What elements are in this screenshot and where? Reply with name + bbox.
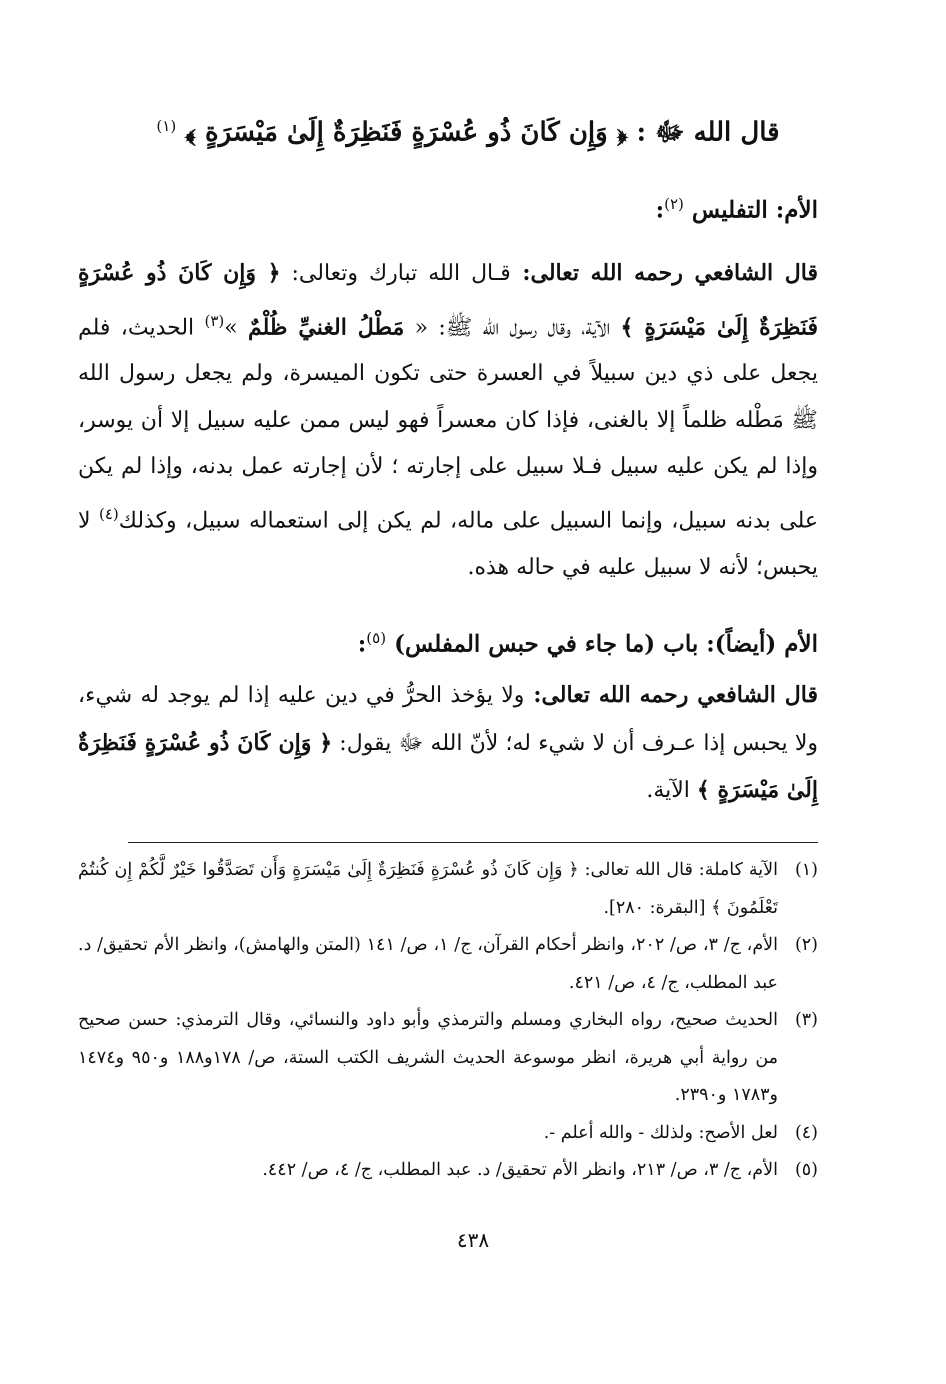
heading-prefix: قال الله ﷻ : bbox=[627, 117, 780, 148]
footnote-item bbox=[78, 852, 818, 927]
footnote-item bbox=[78, 927, 818, 1002]
hadith-text: مَطْلُ الغنيِّ ظُلْمٌ bbox=[248, 313, 405, 340]
footnote-number: (٥) bbox=[794, 1160, 818, 1180]
footnote-ref-4: (٤) bbox=[99, 504, 119, 523]
paragraph-shafii-1 bbox=[78, 250, 818, 591]
footnote-number: (٣) bbox=[794, 1010, 818, 1030]
paragraph-text: لا يحبس؛ لأنه لا سبيل عليه في حاله هذه. bbox=[78, 508, 818, 580]
footnote-item bbox=[78, 1002, 818, 1115]
quran-verse: ﴿ وَإِن كَانَ ذُو عُسْرَةٍ فَنَظِرَةٌ إِلَىٰ مَيْسَرَةٍ ﴾ bbox=[78, 260, 819, 340]
footnote-text: الأم، ج/ ٣، ص/ ٢١٣، وانظر الأم تحقيق/ د. عبد المطلب، ج/ ٤، ص/ ٤٤٢. bbox=[262, 1160, 778, 1180]
paragraph-text: الحديث، فلم يجعل على ذي دين سبيلاً في العسرة حتى تكون الميسرة، ولم يجعل رسول الله ﷺ مَطْله ظلماً إلا بالغنى، فإذا كان معسراً فهو ليس ممن عليه سبيل إلا أن يوسر، وإذا لم يكن عليه سبيل فـلا سبيل على إجارته ؛ لأن إجارته عمل بدنه، وإذا لم يكن على بدنه سبيل، وإنما السبيل على ماله، لم يكن إلى استعماله سبيل، وكذلك bbox=[78, 314, 818, 534]
footnote-divider bbox=[128, 842, 818, 843]
section-title-text: الأم (أيضاً): باب (ما جاء في حبس المفلس) bbox=[394, 630, 818, 658]
page-number: ٤٣٨ bbox=[456, 1228, 490, 1252]
paragraph-lead: قال الشافعي رحمه الله تعالى: bbox=[510, 260, 818, 286]
footnote-ref-3: (٣) bbox=[204, 311, 225, 330]
footnote-item bbox=[78, 1152, 818, 1190]
paragraph-text: الآية. bbox=[646, 778, 697, 803]
footnote-number: (٤) bbox=[794, 1122, 818, 1143]
footnote-item bbox=[78, 1115, 818, 1153]
section-title-colon: : bbox=[357, 630, 367, 658]
footnote-number: (١) bbox=[794, 860, 818, 880]
paragraph-text: » bbox=[224, 314, 248, 340]
footnote-ref-1: (١) bbox=[156, 117, 177, 135]
paragraph-text: الآية، وقال رسول الله ﷺ: « bbox=[404, 314, 621, 340]
paragraph-lead: قال الشافعي رحمه الله تعالى: bbox=[524, 682, 818, 708]
section-title-colon: : bbox=[655, 196, 665, 224]
footnote-ref-2: (٢) bbox=[664, 195, 684, 213]
footnote-ref-5: (٥) bbox=[366, 629, 387, 647]
footnote-text: الأم، ج/ ٣، ص/ ٢٠٢، وانظر أحكام القرآن، ج/ ١، ص/ ١٤١ (المتن والهامش)، وانظر الأم تحقيق/ د. عبد المطلب، ج/ ٤، ص/ ٤٢١. bbox=[78, 935, 778, 993]
quran-verse: ﴿ وَإِن كَانَ ذُو عُسْرَةٍ فَنَظِرَةٌ إِلَىٰ مَيْسَرَةٍ ﴾ bbox=[78, 729, 818, 803]
heading-verse bbox=[90, 104, 846, 155]
section-title-taflees bbox=[80, 184, 818, 231]
paragraph-text: ولا يؤخذ الحرُّ في دين عليه إذا لم يوجد له شيء، ولا يحبس إذا عـرف أن لا شيء له؛ لأنّ الله ﷻ يقول: bbox=[78, 683, 818, 756]
footnote-text: الحديث صحيح، رواه البخاري ومسلم والترمذي وأبو داود والنسائي، وقال الترمذي: حسن صحيح من رواية أبي هريرة، انظر موسوعة الحديث الشريف الكتب الستة، ص/ ١٧٨و١٨٨ و٩٥٠ و١٤٧٤ و١٧٨٣ و٢٣٩٠. bbox=[78, 1010, 779, 1105]
footnote-number: (٢) bbox=[794, 935, 818, 955]
section-title-text: الأم: التفليس bbox=[691, 196, 818, 224]
paragraph-shafii-2 bbox=[78, 672, 818, 815]
footnote-text: لعل الأصح: ولذلك - والله أعلم -. bbox=[543, 1122, 778, 1143]
footnotes bbox=[78, 852, 818, 1190]
section-title-habs bbox=[80, 618, 818, 665]
paragraph-text: قـال الله تبارك وتعالى: bbox=[280, 261, 511, 286]
heading-quran-verse: ﴿ وَإِن كَانَ ذُو عُسْرَةٍ فَنَظِرَةٌ إِلَىٰ مَيْسَرَةٍ ﴾ bbox=[185, 117, 628, 148]
footnote-text: الآية كاملة: قال الله تعالى: ﴿ وَإِن كَانَ ذُو عُسْرَةٍ فَنَظِرَةٌ إِلَىٰ مَيْسَرَةٍ وَأَن تَصَدَّقُوا خَيْرٌ لَّكُمْ إِن كُنتُمْ تَعْلَمُونَ ﴾ [البقرة: ٢٨٠]. bbox=[78, 860, 778, 918]
